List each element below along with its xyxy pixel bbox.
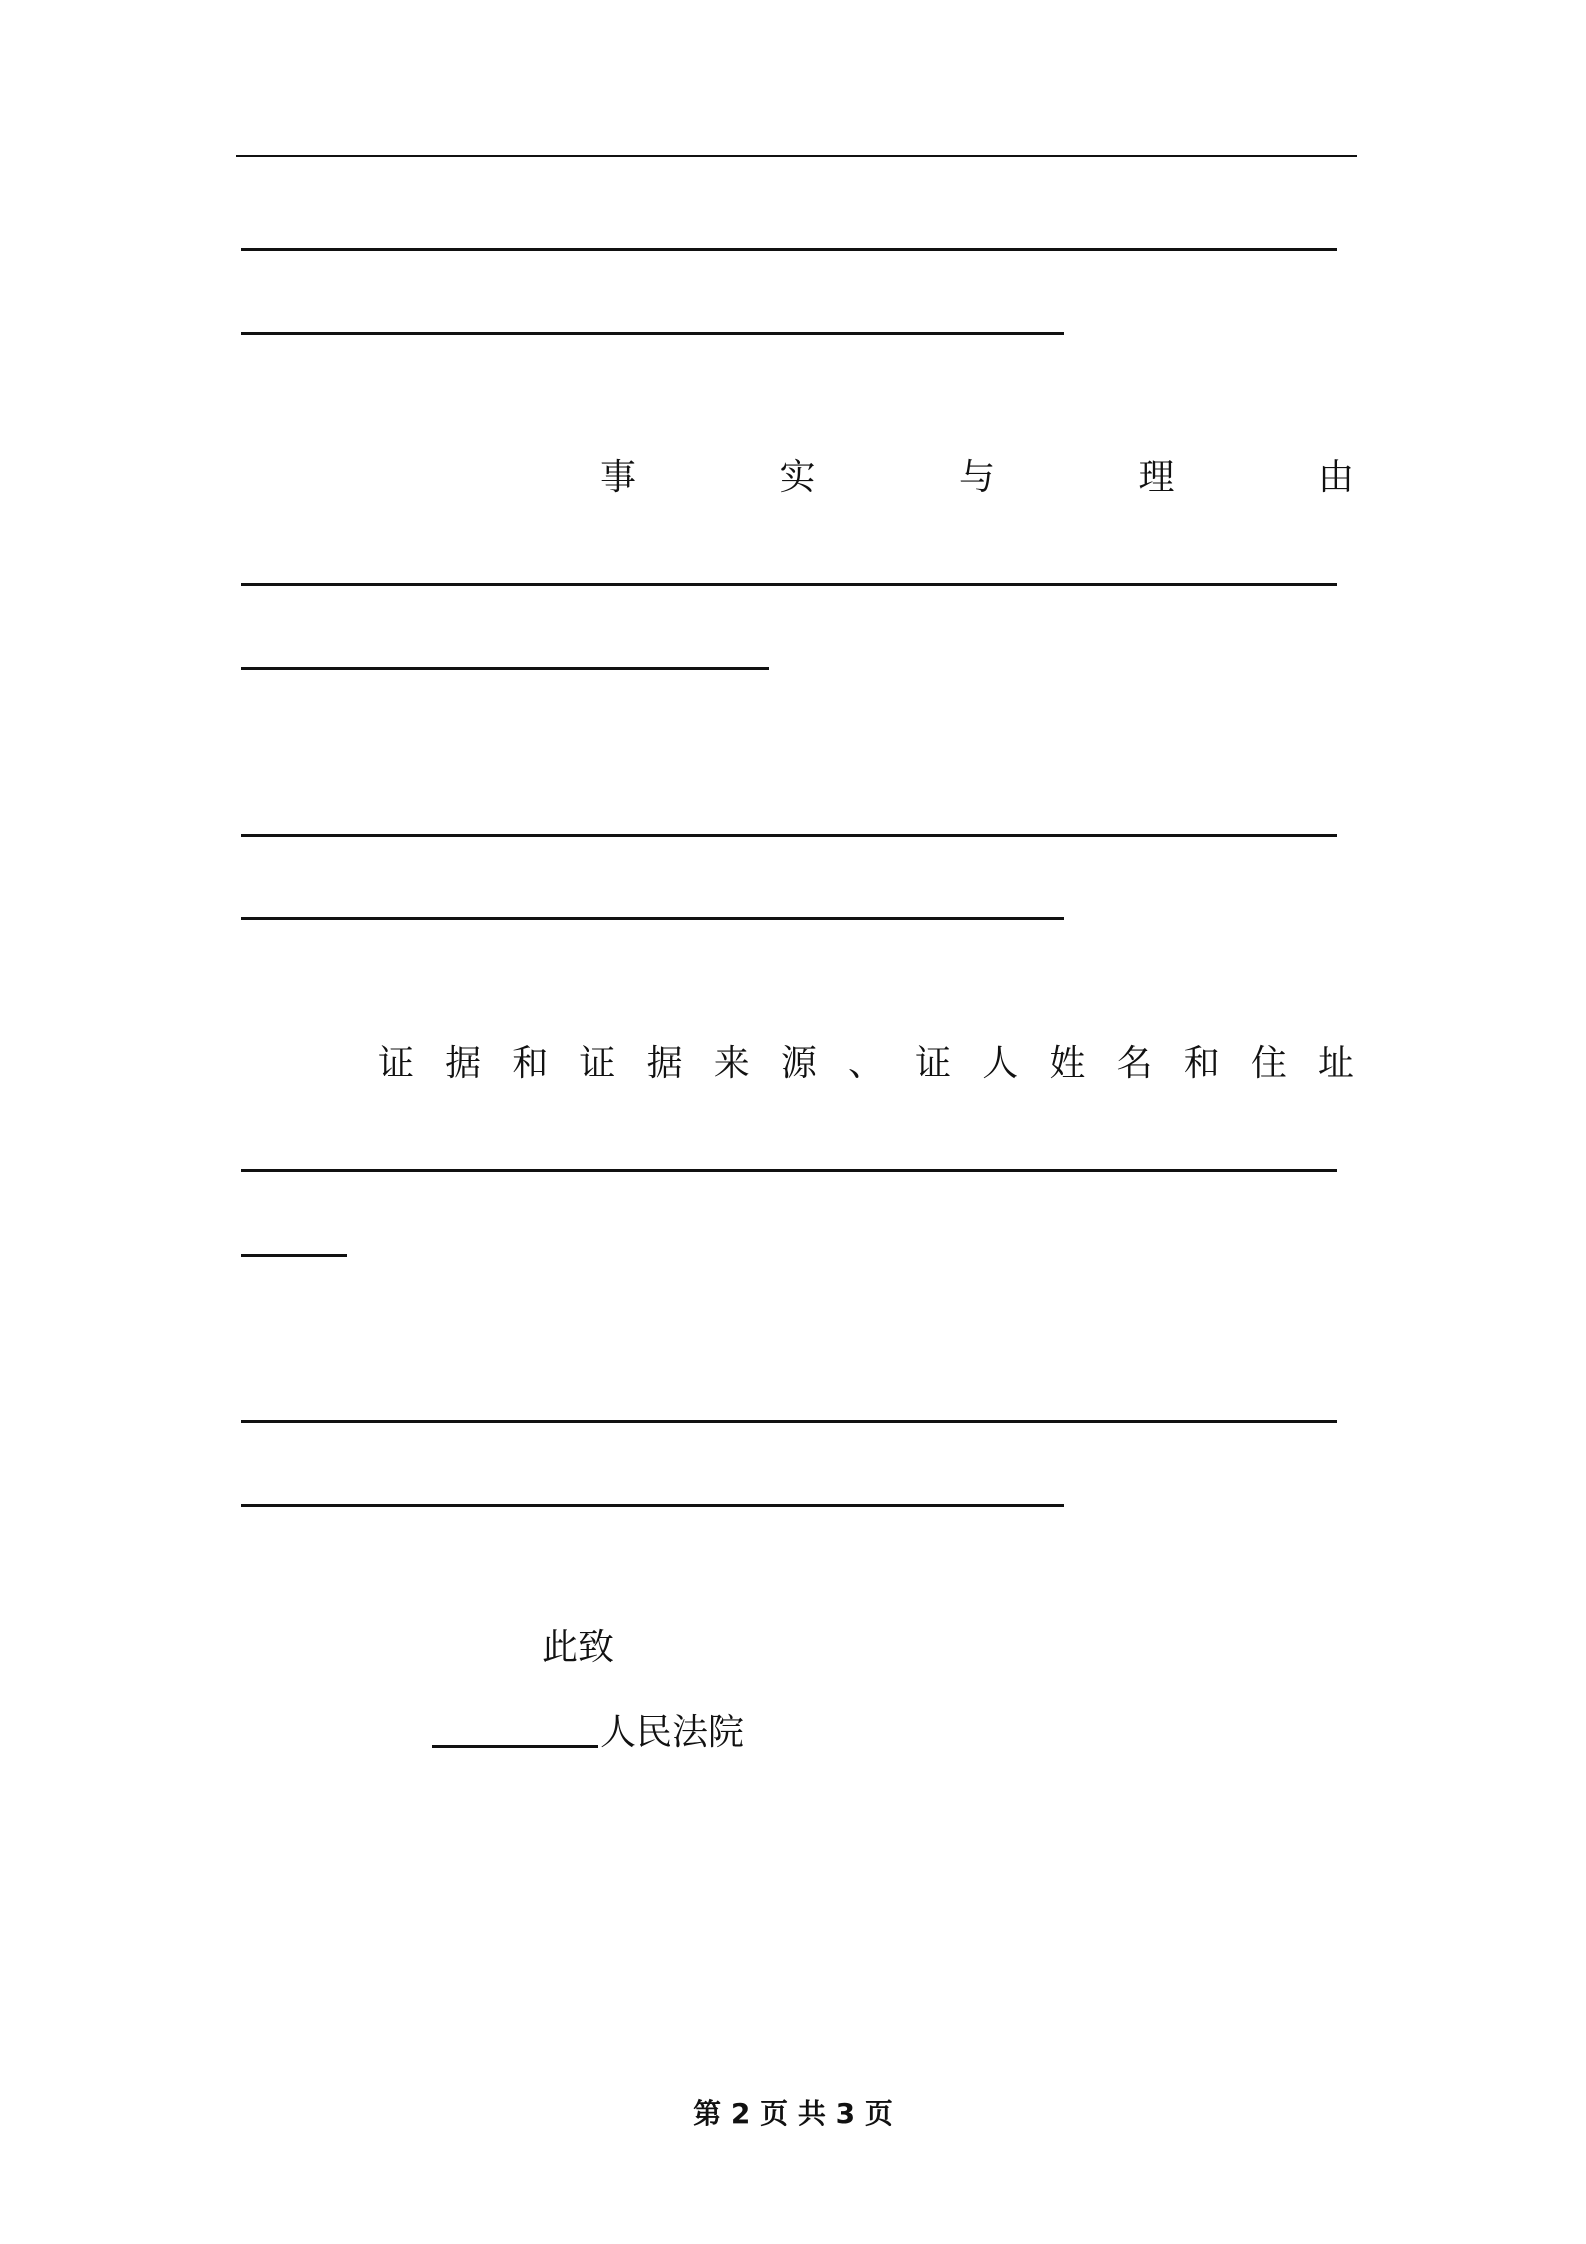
heading-char: 人 bbox=[982, 1043, 1019, 1084]
heading-char: 事 bbox=[600, 457, 637, 498]
facts-heading bbox=[600, 458, 1354, 498]
heading-char: 源 bbox=[780, 1043, 817, 1084]
court-name-blank[interactable] bbox=[432, 1713, 598, 1748]
heading-char: 、 bbox=[847, 1043, 884, 1084]
fill-line[interactable] bbox=[241, 1254, 347, 1257]
fill-line[interactable] bbox=[241, 917, 1064, 920]
heading-char: 与 bbox=[958, 457, 995, 498]
heading-char: 由 bbox=[1317, 457, 1354, 498]
fill-line[interactable] bbox=[241, 667, 769, 670]
fill-line[interactable] bbox=[241, 583, 1337, 586]
heading-char: 证 bbox=[378, 1043, 415, 1084]
page-number: 第 2 页 共 3 页 bbox=[693, 2097, 893, 2130]
fill-line[interactable] bbox=[241, 1420, 1337, 1423]
court-suffix: 人民法院 bbox=[600, 1712, 745, 1753]
heading-char: 证 bbox=[915, 1043, 952, 1084]
heading-char: 据 bbox=[646, 1043, 683, 1084]
fill-line[interactable] bbox=[241, 1504, 1064, 1507]
heading-char: 姓 bbox=[1049, 1043, 1086, 1084]
heading-char: 实 bbox=[779, 457, 816, 498]
fill-line[interactable] bbox=[241, 834, 1337, 837]
heading-char: 来 bbox=[713, 1043, 750, 1084]
header-rule bbox=[236, 155, 1357, 157]
heading-char: 和 bbox=[512, 1043, 549, 1084]
fill-line[interactable] bbox=[241, 1169, 1337, 1172]
court-line bbox=[432, 1713, 744, 1753]
heading-char: 和 bbox=[1183, 1043, 1220, 1084]
heading-char: 证 bbox=[579, 1043, 616, 1084]
heading-char: 址 bbox=[1317, 1043, 1354, 1084]
fill-line[interactable] bbox=[241, 332, 1064, 335]
fill-line[interactable] bbox=[241, 248, 1337, 251]
heading-char: 住 bbox=[1250, 1043, 1287, 1084]
heading-char: 据 bbox=[445, 1043, 482, 1084]
evidence-heading bbox=[378, 1044, 1354, 1084]
heading-char: 名 bbox=[1116, 1043, 1153, 1084]
salutation: 此致 bbox=[542, 1627, 615, 1668]
heading-char: 理 bbox=[1138, 457, 1175, 498]
